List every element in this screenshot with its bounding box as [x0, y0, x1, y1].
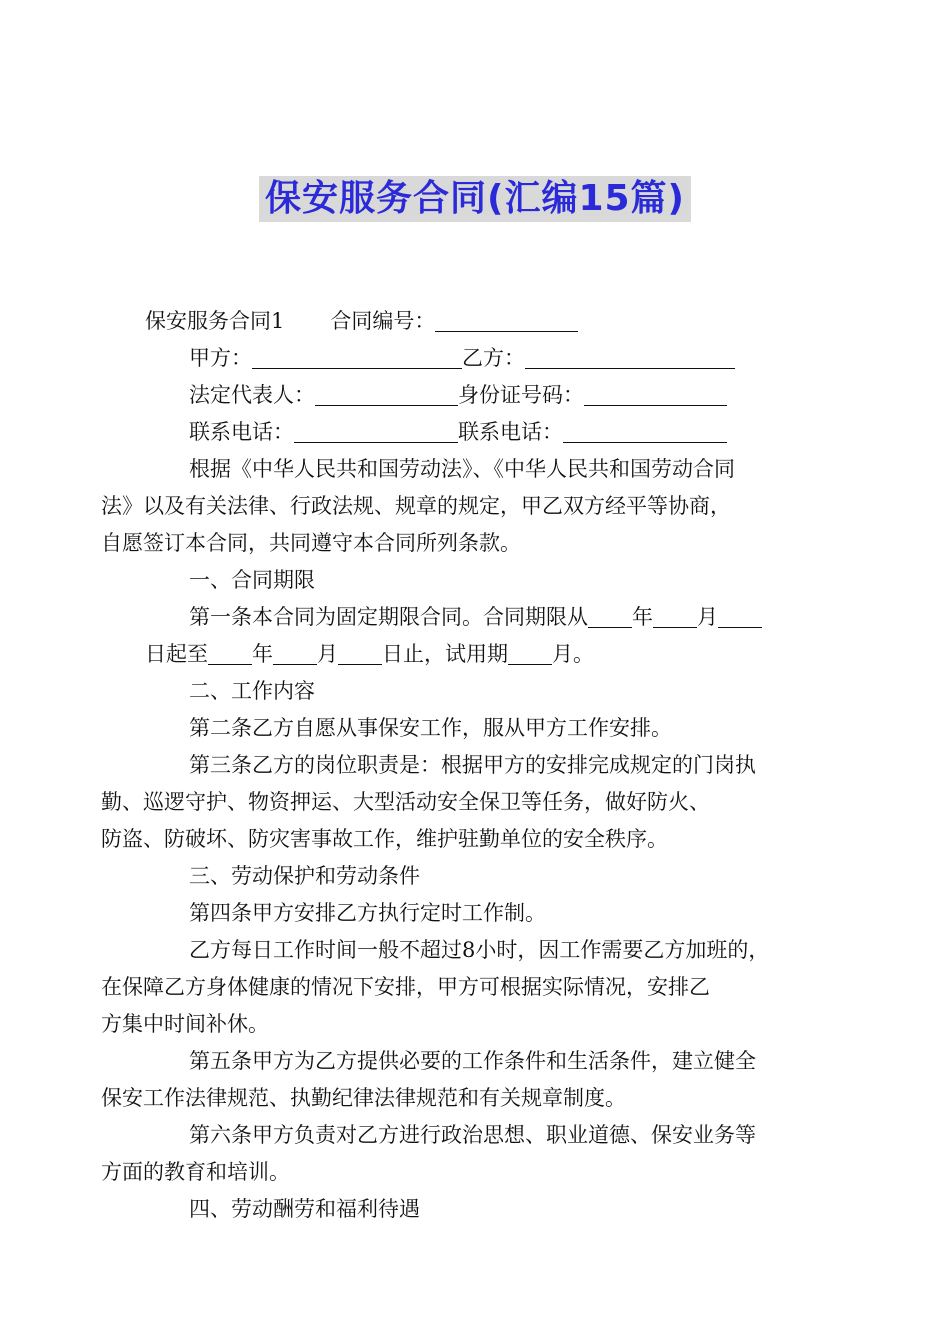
section-heading-3: 三、劳动保护和劳动条件 [189, 864, 420, 888]
section-heading-2: 二、工作内容 [189, 679, 315, 703]
article-3: 第三条乙方的岗位职责是：根据甲方的安排完成规定的门岗执 勤、巡逻守护、物资押运、大型活动安全保卫等任务，做好防火、 防盗、防破坏、防灾害事故工作，维护驻勤单位的安全秩序。 [101, 753, 756, 851]
party-b-blank [525, 343, 735, 369]
id-label: 身份证号码： [458, 383, 584, 407]
document-body [101, 303, 811, 1228]
party-a-blank [252, 343, 462, 369]
contract-no-blank [435, 306, 578, 332]
party-line [145, 340, 811, 377]
intro-paragraph: 根据《中华人民共和国劳动法》、《中华人民共和国劳动合同 法》以及有关法律、行政法规、规章的规定，甲乙双方经平等协商， 自愿签订本合同，共同遵守本合同所列条款。 [101, 457, 735, 555]
article-6: 第六条甲方负责对乙方进行政治思想、职业道德、保安业务等 方面的教育和培训。 [101, 1123, 756, 1184]
article-1-line-1: 第一条本合同为固定期限合同。合同期限从 年 月 [145, 599, 811, 636]
section-heading-1: 一、合同期限 [189, 568, 315, 592]
phone-b-label: 联系电话： [458, 420, 563, 444]
section-heading-4: 四、劳动酬劳和福利待遇 [189, 1197, 420, 1221]
legal-rep-line [145, 377, 811, 414]
article-1-line-2: 日起至 年 月 日止，试用期 月。 [145, 636, 811, 673]
legal-rep-blank [315, 380, 458, 406]
document-title: 保安服务合同(汇编15篇) [259, 176, 691, 222]
legal-rep-label: 法定代表人： [189, 383, 315, 407]
contract-no-label: 合同编号： [330, 309, 436, 333]
title-container [0, 176, 950, 222]
probation-blank [508, 639, 552, 665]
article-4-detail: 乙方每日工作时间一般不超过8小时，因工作需要乙方加班的， 在保障乙方身体健康的情况下安排，甲方可根据实际情况，安排乙 方集中时间补休。 [101, 938, 770, 1036]
contract-header-line [145, 303, 811, 340]
phone-line [145, 414, 811, 451]
article-4: 第四条甲方安排乙方执行定时工作制。 [189, 901, 546, 925]
party-b-label: 乙方： [462, 346, 525, 370]
end-year-blank [208, 639, 252, 665]
phone-a-label: 联系电话： [189, 420, 294, 444]
article-5: 第五条甲方为乙方提供必要的工作条件和生活条件，建立健全 保安工作法律规范、执勤纪律法律规范和有关规章制度。 [101, 1049, 756, 1110]
phone-b-blank [563, 417, 727, 443]
contract-name: 保安服务合同1 [145, 309, 285, 333]
party-a-label: 甲方： [189, 346, 252, 370]
phone-a-blank [294, 417, 458, 443]
start-year-blank [588, 602, 632, 628]
end-month-blank [273, 639, 317, 665]
id-blank [584, 380, 727, 406]
end-day-blank [338, 639, 382, 665]
start-month-blank [653, 602, 697, 628]
start-day-blank [718, 602, 762, 628]
article-2: 第二条乙方自愿从事保安工作，服从甲方工作安排。 [189, 716, 672, 740]
